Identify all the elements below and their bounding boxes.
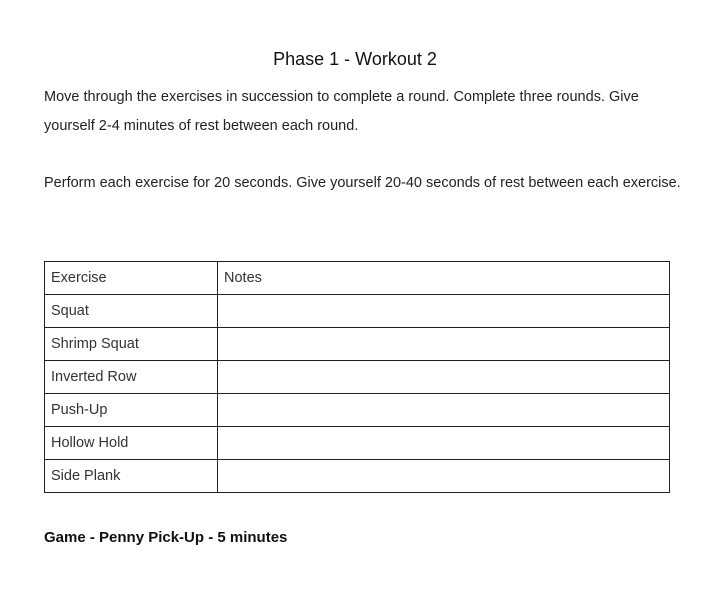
exercise-cell: Shrimp Squat: [45, 328, 218, 361]
exercise-cell: Hollow Hold: [45, 427, 218, 460]
notes-cell[interactable]: [218, 427, 670, 460]
column-header-exercise: Exercise: [45, 262, 218, 295]
game-heading: Game - Penny Pick-Up - 5 minutes: [44, 529, 288, 546]
table-row: [45, 328, 670, 361]
table-row: [45, 460, 670, 493]
instructions-timing: Perform each exercise for 20 seconds. Give yourself 20-40 seconds of rest between each exercise.: [44, 175, 681, 191]
notes-cell[interactable]: [218, 328, 670, 361]
table-header-row: [45, 262, 670, 295]
exercise-cell: Inverted Row: [45, 361, 218, 394]
exercise-cell: Side Plank: [45, 460, 218, 493]
page-title: Phase 1 - Workout 2: [273, 49, 437, 69]
table-row: [45, 295, 670, 328]
notes-cell[interactable]: [218, 394, 670, 427]
instructions-rounds: Move through the exercises in succession to complete a round. Complete three rounds. Give yourself 2-4 minutes of rest between each round.: [44, 89, 639, 134]
table-row: [45, 394, 670, 427]
exercise-cell: Push-Up: [45, 394, 218, 427]
exercise-table: [44, 261, 670, 493]
exercise-cell: Squat: [45, 295, 218, 328]
column-header-notes: Notes: [218, 262, 670, 295]
table-row: [45, 361, 670, 394]
table-row: [45, 427, 670, 460]
notes-cell[interactable]: [218, 295, 670, 328]
notes-cell[interactable]: [218, 361, 670, 394]
notes-cell[interactable]: [218, 460, 670, 493]
